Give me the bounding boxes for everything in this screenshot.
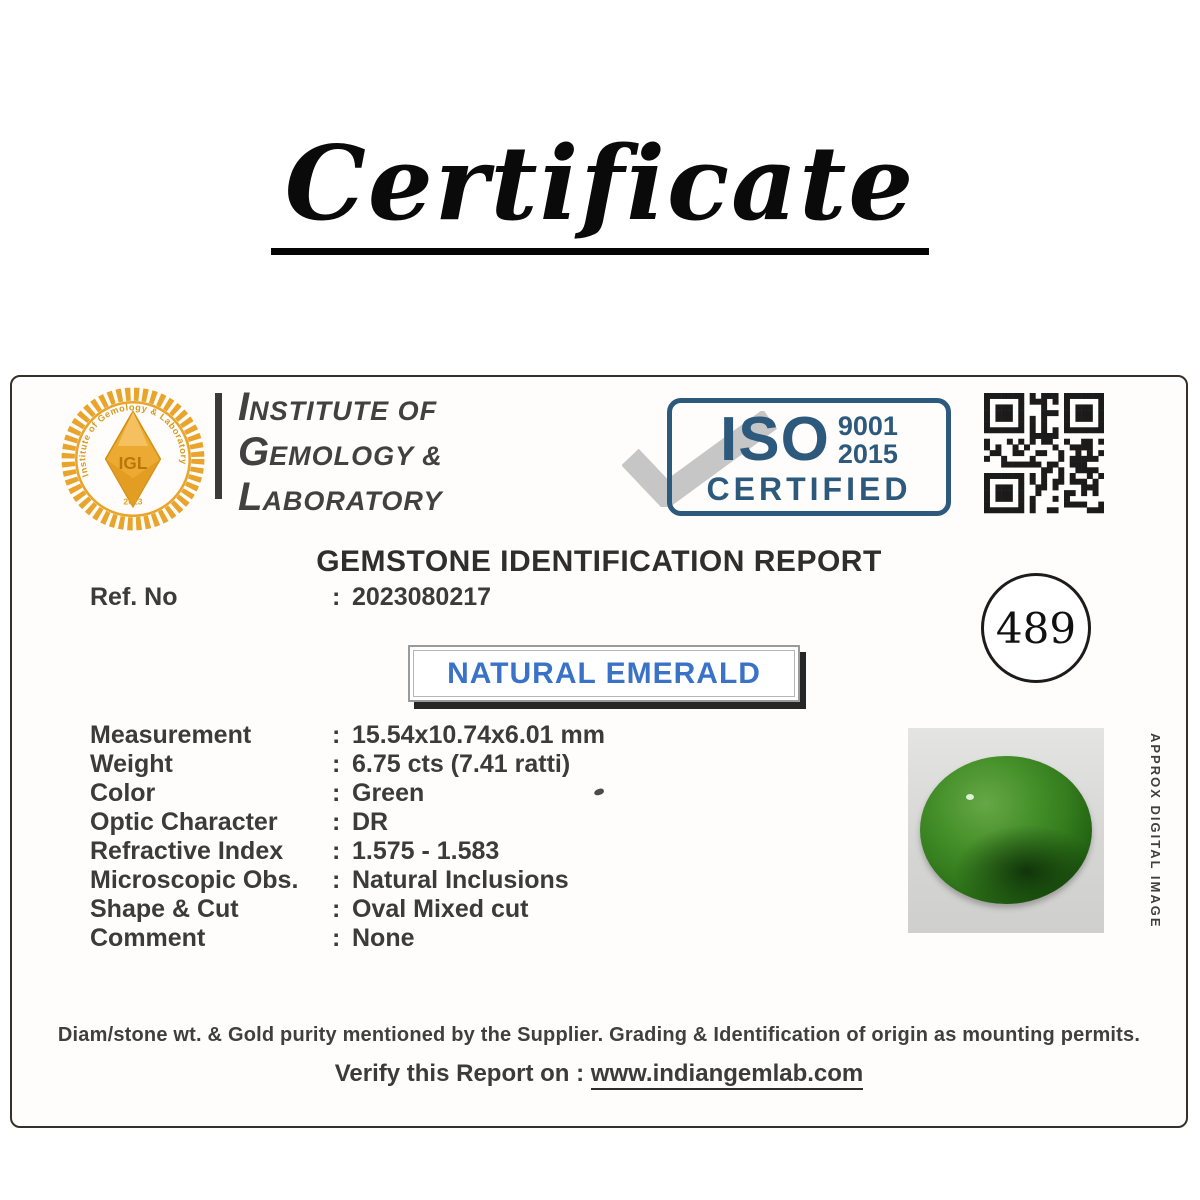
table-row: Weight : 6.75 cts (7.41 ratti) [90, 750, 571, 778]
iso-code: 9001 [837, 411, 898, 441]
igl-seal-icon [57, 383, 209, 535]
certificate-card [10, 375, 1188, 1128]
verify-label: Verify this Report on : [334, 1060, 585, 1087]
iso-badge [667, 398, 951, 516]
seal-initials: IGL [118, 453, 148, 474]
disclaimer-text: Diam/stone wt. & Gold purity mentioned by the Supplier. Grading & Identification of origin as mounting permits. [57, 1024, 1141, 1046]
lab-name-line3: LABORATORY [238, 475, 443, 519]
verify-row [12, 1060, 1186, 1088]
gem-glint [966, 794, 974, 800]
table-row: Optic Character : DR [90, 808, 389, 836]
page-title-text: Certificate [271, 124, 930, 255]
header-divider [215, 393, 222, 499]
lab-name [238, 385, 443, 524]
emerald-image [920, 756, 1092, 904]
table-row: Color : Green [90, 779, 425, 807]
gem-photo [908, 728, 1104, 933]
iso-numbers [838, 412, 898, 468]
lab-name-line1: INSTITUTE OF [238, 385, 438, 429]
table-row: Microscopic Obs. : Natural Inclusions [90, 866, 569, 894]
stone-name: NATURAL EMERALD [447, 656, 761, 690]
table-row: Refractive Index : 1.575 - 1.583 [90, 837, 500, 865]
verify-url: www.indiangemlab.com [591, 1060, 863, 1090]
table-row: Shape & Cut : Oval Mixed cut [90, 895, 529, 923]
ref-value: 2023080217 [352, 583, 492, 611]
table-row: Measurement : 15.54x10.74x6.01 mm [90, 721, 605, 749]
report-title: GEMSTONE IDENTIFICATION REPORT [316, 545, 882, 578]
serial-number: 489 [995, 603, 1077, 653]
stone-name-plate [408, 645, 800, 702]
page-title [0, 124, 1200, 244]
lab-name-line2: GEMOLOGY & [238, 430, 443, 474]
qr-code [984, 391, 1104, 515]
ref-label: Ref. No [90, 583, 178, 611]
seal-year: 2013 [123, 496, 143, 507]
iso-label: ISO [720, 405, 830, 474]
seal-ring-text: Institute of Gemology & Laboratory [77, 402, 189, 479]
ref-colon: : [332, 583, 341, 611]
iso-year: 2015 [837, 439, 898, 469]
properties-table [90, 721, 605, 953]
serial-number-badge [981, 573, 1091, 683]
iso-certified-label: CERTIFIED [706, 471, 912, 507]
iso-badge-top [720, 405, 898, 474]
photo-caption: APPROX DIGITAL IMAGE [1148, 733, 1163, 929]
table-row: Comment : None [90, 924, 415, 952]
